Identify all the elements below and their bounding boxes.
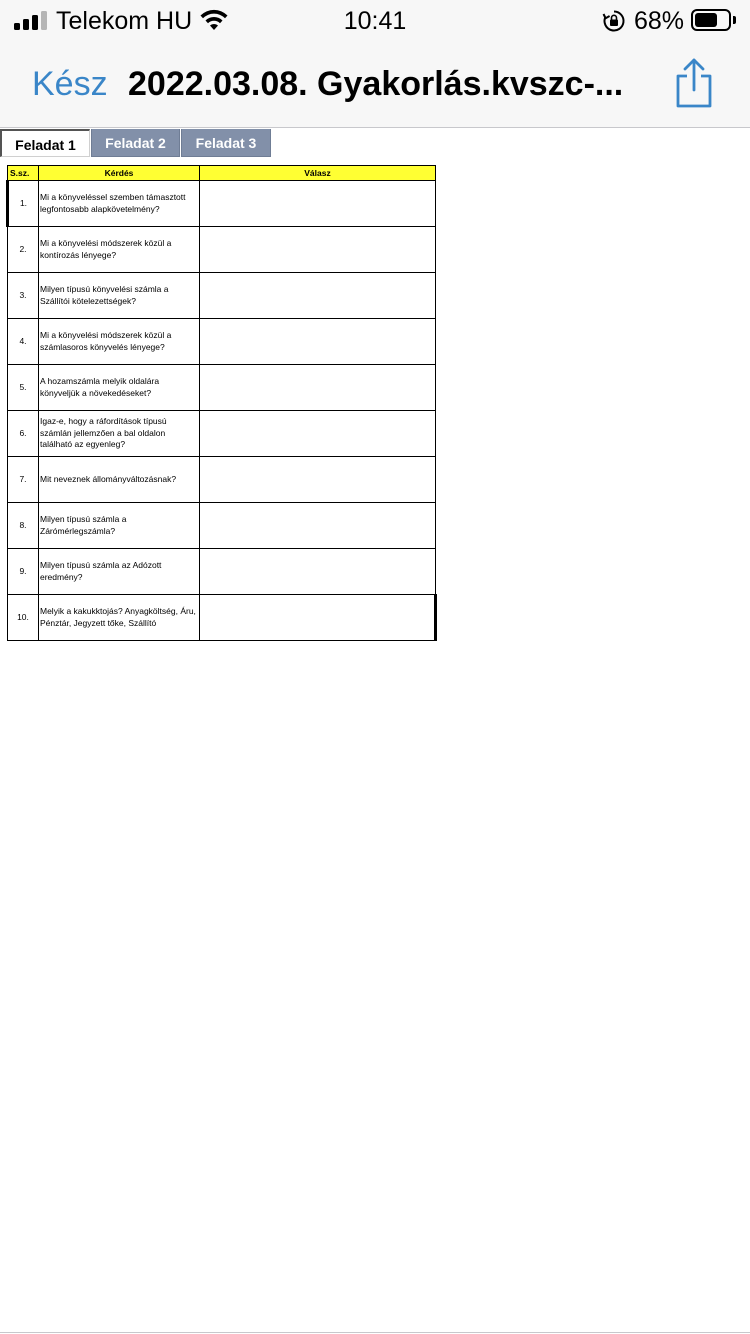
table-header-row — [8, 166, 436, 181]
question-cell: Mi a könyvelési módszerek közül a számlasoros könyvelés lényege? — [39, 319, 200, 365]
battery-level-fill — [695, 13, 717, 27]
question-cell: Mi a könyvelési módszerek közül a kontírozás lényege? — [39, 227, 200, 273]
battery-icon — [691, 9, 731, 31]
answer-cell[interactable] — [200, 227, 436, 273]
share-button[interactable] — [670, 54, 718, 112]
tab-feladat-2[interactable]: Feladat 2 — [91, 129, 180, 157]
table-row — [8, 595, 436, 641]
row-number: 2. — [8, 227, 39, 273]
tab-feladat-1[interactable]: Feladat 1 — [0, 129, 90, 157]
question-table — [6, 165, 437, 641]
row-number: 4. — [8, 319, 39, 365]
question-cell: A hozamszámla melyik oldalára könyveljük a növekedéseket? — [39, 365, 200, 411]
row-number: 8. — [8, 503, 39, 549]
answer-cell[interactable] — [200, 595, 436, 641]
question-cell: Milyen típusú számla az Adózott eredmény? — [39, 549, 200, 595]
row-number: 9. — [8, 549, 39, 595]
table-row — [8, 503, 436, 549]
question-cell: Milyen típusú számla a Zárómérlegszámla? — [39, 503, 200, 549]
answer-cell[interactable] — [200, 273, 436, 319]
table-row — [8, 227, 436, 273]
table-row — [8, 411, 436, 457]
done-button[interactable]: Kész — [32, 62, 108, 106]
status-bar — [0, 0, 750, 40]
row-number: 10. — [8, 595, 39, 641]
answer-cell[interactable] — [200, 319, 436, 365]
question-cell: Milyen típusú könyvelési számla a Szállítói kötelezettségek? — [39, 273, 200, 319]
table-row — [8, 273, 436, 319]
clock: 10:41 — [343, 7, 407, 35]
carrier-name: Telekom HU — [56, 7, 193, 35]
table-row — [8, 457, 436, 503]
column-header-answer: Válasz — [200, 166, 436, 181]
navigation-bar — [0, 40, 750, 128]
answer-cell[interactable] — [200, 181, 436, 227]
tab-feladat-3[interactable]: Feladat 3 — [181, 129, 271, 157]
answer-cell[interactable] — [200, 549, 436, 595]
row-number: 3. — [8, 273, 39, 319]
battery-tip — [733, 16, 736, 24]
row-number: 1. — [8, 181, 39, 227]
spreadsheet — [6, 165, 437, 641]
question-cell: Melyik a kakukktojás? Anyagköltség, Áru, Pénztár, Jegyzett tőke, Szállító — [39, 595, 200, 641]
answer-cell[interactable] — [200, 503, 436, 549]
row-number: 6. — [8, 411, 39, 457]
answer-cell[interactable] — [200, 411, 436, 457]
column-header-question: Kérdés — [39, 166, 200, 181]
table-row — [8, 181, 436, 227]
column-header-number: S.sz. — [8, 166, 39, 181]
rotation-lock-icon — [602, 9, 626, 33]
share-icon — [670, 54, 718, 112]
answer-cell[interactable] — [200, 365, 436, 411]
question-cell: Mit neveznek állományváltozásnak? — [39, 457, 200, 503]
table-row — [8, 319, 436, 365]
battery-percentage: 68% — [634, 7, 685, 35]
question-cell: Mi a könyveléssel szemben támasztott legfontosabb alapkövetelmény? — [39, 181, 200, 227]
table-row — [8, 549, 436, 595]
document-title: 2022.03.08. Gyakorlás.kvszc-... — [128, 65, 624, 103]
row-number: 5. — [8, 365, 39, 411]
bottom-divider — [0, 1332, 750, 1333]
question-cell: Igaz-e, hogy a ráfordítások típusú számlán jellemzően a bal oldalon található az egyenleg? — [39, 411, 200, 457]
answer-cell[interactable] — [200, 457, 436, 503]
row-number: 7. — [8, 457, 39, 503]
table-row — [8, 365, 436, 411]
sheet-tabs — [0, 129, 750, 157]
